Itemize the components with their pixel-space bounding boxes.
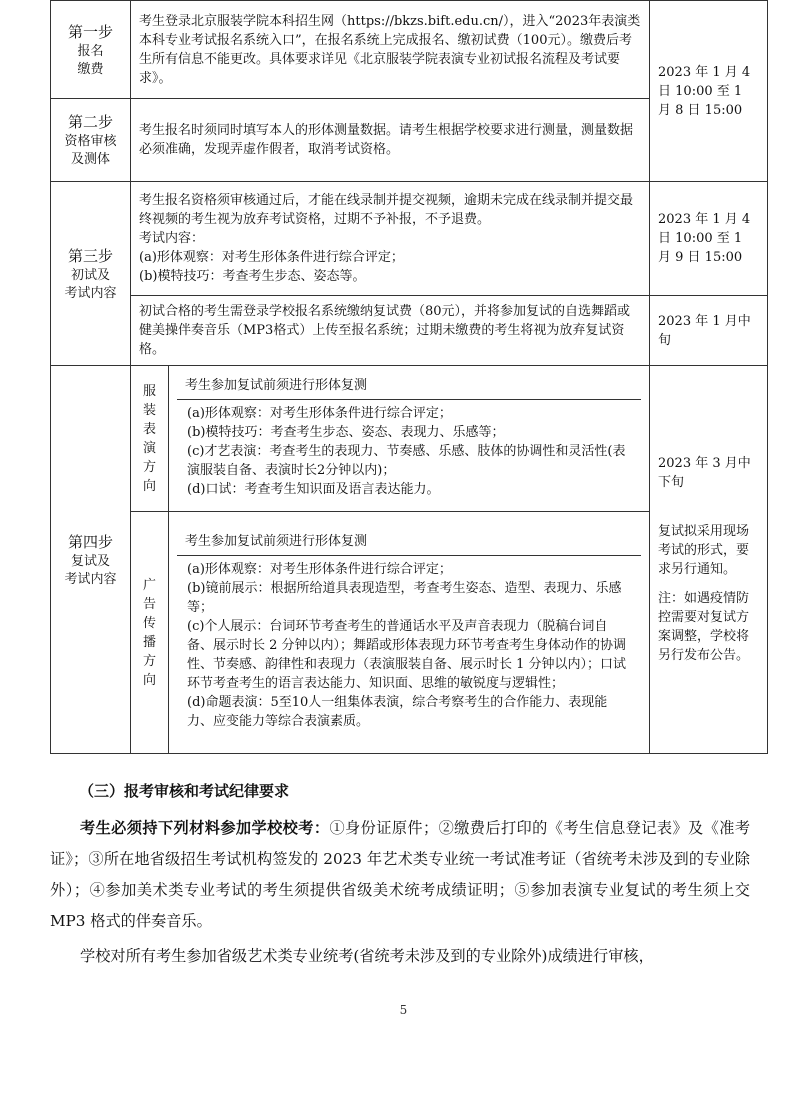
step1-sub-2: 缴费 [77, 61, 104, 77]
step4-note-1: 复试拟采用现场考试的形式，要求另行通知。 [658, 524, 750, 577]
direction-advertising-content [169, 512, 650, 754]
step3-text-3: (a)形体观察：对考生形体条件进行综合评定； [139, 250, 404, 265]
direction-advertising-label: 广告传播方向 [142, 577, 156, 688]
direction-advertising-inner [177, 528, 641, 737]
fashion-item-a: (a)形体观察：对考生形体条件进行综合评定； [187, 406, 452, 421]
step3-sub-1: 初试及 [70, 267, 110, 283]
direction-fashion-show-inner [177, 372, 641, 505]
step4-row-dir1 [51, 366, 768, 512]
direction-advertising [131, 512, 169, 754]
step3-description-b: 初试合格的考生需登录学校报名系统缴纳复试费（80元），并将参加复试的自选舞蹈或健美操伴奏音乐（MP3格式）上传至报名系统；过期未缴费的考生将视为放弃复试资格。 [131, 296, 650, 366]
step3-row-a [51, 182, 768, 296]
exam-schedule-table [50, 0, 768, 754]
step3-row-b [51, 296, 768, 366]
materials-list: ①身份证原件；②缴费后打印的《考生信息登记表》及《准考证》；③所在地省级招生考试机构签发的 2023 年艺术类专业统一考试准考证（省统考未涉及到的专业除外）；④参加美术类专业考试的考生须提供省级美术统考成绩证明；⑤参加表演专业复试的考生须上交 MP3 格式的伴奏音乐。 [50, 819, 751, 930]
step3-text-2: 考试内容： [139, 231, 205, 246]
direction-fashion-show-head: 考生参加复试前须进行形体复测 [177, 372, 641, 400]
fashion-item-c: (c)才艺表演：考查考生的表现力、节奏感、乐感、肢体的协调性和灵活性(表演服装自备、表演时长2分钟以内)； [187, 444, 626, 478]
step4-number: 第四步 [67, 532, 113, 551]
step3-cell [51, 182, 131, 366]
step4-sub-1: 复试及 [70, 553, 110, 569]
step1-sub-1: 报名 [77, 43, 104, 59]
direction-fashion-show-items [177, 400, 641, 506]
step4-cell [51, 366, 131, 754]
ad-item-b: (b)镜前展示：根据所给道具表现造型，考查考生姿态、造型、表现力、乐感等； [187, 581, 622, 615]
step1-time: 2023 年 1 月 4 日 10:00 至 1 月 8 日 15:00 [650, 1, 768, 182]
fashion-item-d: (d)口试：考查考生知识面及语言表达能力。 [187, 482, 440, 497]
direction-fashion-show-content [169, 366, 650, 512]
step3-time-a: 2023 年 1 月 4 日 10:00 至 1 月 9 日 15:00 [650, 182, 768, 296]
step1-description: 考生登录北京服装学院本科招生网（https://bkzs.bift.edu.cn/），进入“2023年表演类本科专业考试报名系统入口”，在报名系统上完成报名、缴初试费（100元）。缴费后考生所有信息不能更改。具体要求详见《北京服装学院表演专业初试报名流程及考试要求》。 [131, 1, 650, 99]
ad-item-a: (a)形体观察：对考生形体条件进行综合评定； [187, 562, 452, 577]
step1-row [51, 1, 768, 99]
step2-description: 考生报名时须同时填写本人的形体测量数据。请考生根据学校要求进行测量，测量数据必须准确，发现弄虚作假者，取消考试资格。 [131, 99, 650, 182]
step1-cell [51, 1, 131, 99]
step3-time-b: 2023 年 1 月中旬 [650, 296, 768, 366]
step2-number: 第二步 [67, 113, 113, 131]
ad-item-c: (c)个人展示：台词环节考查考生的普通话水平及声音表现力（脱稿台词自备、展示时长 2 分钟以内）；舞蹈或形体表现力环节考查考生身体动作的协调性、节奏感、韵律性和表现力（表演服装自备、展示时长 1 分钟以内）；口试环节考查考生的语言表达能力、知识面、思维的敏锐度与逻辑性； [187, 619, 627, 691]
step2-sub-1: 资格审核 [64, 134, 117, 149]
step3-text-1: 考生报名资格须审核通过后，才能在线录制并提交视频，逾期未完成在线录制并提交最终视频的考生视为放弃考试资格，过期不予补报，不予退费。 [139, 193, 634, 227]
direction-advertising-head: 考生参加复试前须进行形体复测 [177, 528, 641, 556]
step3-description-a [131, 182, 650, 296]
direction-fashion-show-label: 服装表演方向 [142, 383, 156, 494]
step4-sub-2: 考试内容 [64, 571, 117, 587]
step2-sub-2: 及测体 [70, 152, 110, 167]
direction-advertising-items [177, 556, 641, 738]
step3-sub-2: 考试内容 [64, 285, 117, 301]
materials-lead: 考生必须持下列材料参加学校校考： [80, 819, 330, 837]
step4-note-2: 注：如遇疫情防控需要对复试方案调整，学校将另行发布公告。 [658, 591, 750, 663]
materials-paragraph [50, 813, 750, 937]
section-heading: （三）报考审核和考试纪律要求 [79, 782, 290, 800]
direction-fashion-show [131, 366, 169, 512]
step4-time: 2023 年 3 月中下旬 [658, 456, 751, 490]
step2-cell [51, 99, 131, 182]
step4-time-cell [650, 366, 768, 754]
step3-text-4: (b)模特技巧：考查考生步态、姿态等。 [139, 269, 366, 284]
page-number: 5 [399, 1003, 408, 1017]
step3-number: 第三步 [67, 246, 113, 265]
review-paragraph: 学校对所有考生参加省级艺术类专业统考(省统考未涉及到的专业除外)成绩进行审核， [80, 947, 654, 965]
step1-number: 第一步 [67, 22, 113, 41]
fashion-item-b: (b)模特技巧：考查考生步态、姿态、表现力、乐感等； [187, 425, 505, 440]
ad-item-d: (d)命题表演：5至10人一组集体表演，综合考察考生的合作能力、表现能力、应变能力等综合表演素质。 [187, 695, 608, 729]
